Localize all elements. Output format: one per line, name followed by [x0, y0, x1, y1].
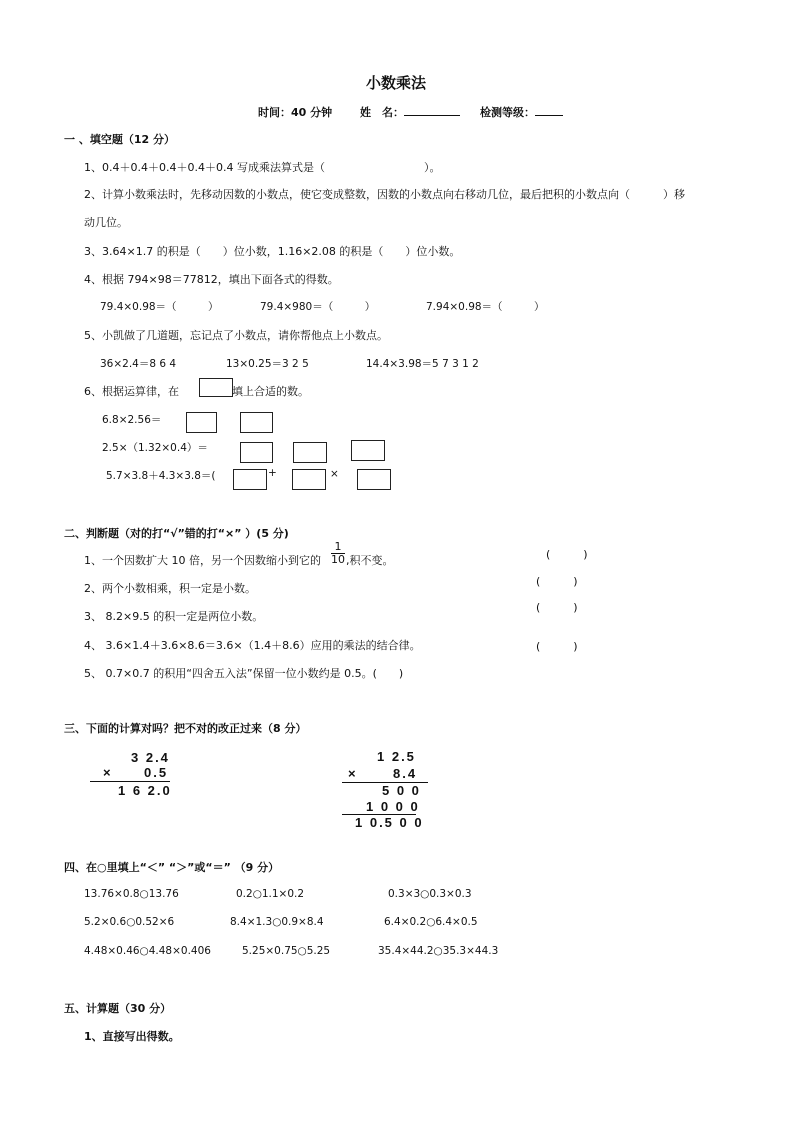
s1-q2-line1: 2、计算小数乘法时，先移动因数的小数点，使它变成整数，因数的小数点向右移动几位，最后把积的小数点向（ ）移 — [84, 188, 685, 201]
s1-q4-c: 7.94×0.98＝（ ） — [426, 301, 545, 313]
s2-answer-paren-4[interactable]: ( ) — [536, 640, 578, 653]
answer-box[interactable] — [293, 442, 327, 463]
s5-q1: 1、直接写出得数。 — [84, 1030, 180, 1043]
s1-q3: 3、3.64×1.7 的积是（ ）位小数，1.16×2.08 的积是（ ）位小数。 — [84, 245, 461, 258]
compare-item: 0.2○1.1×0.2 — [236, 888, 305, 900]
times-sign: × — [330, 468, 339, 480]
compare-item: 35.4×44.2○35.3×44.3 — [378, 945, 499, 957]
grade-label — [480, 104, 563, 120]
calc-b-row-1: 5 0 0 — [382, 783, 421, 798]
answer-box[interactable] — [351, 440, 385, 461]
time-label: 时间：40 分钟 — [258, 106, 333, 119]
calc-a-line — [90, 781, 170, 782]
s1-q6-post: 填上合适的数。 — [232, 385, 309, 398]
grade-label-text: 检测等级： — [480, 106, 535, 119]
s2-q2: 2、两个小数相乘，积一定是小数。 — [84, 582, 256, 595]
compare-item: 0.3×3○0.3×0.3 — [388, 888, 472, 900]
s1-q4-b: 79.4×980＝（ ） — [260, 301, 376, 313]
calc-a-mult-sign: × — [103, 765, 113, 780]
name-label — [360, 104, 460, 120]
s1-q5-a: 36×2.4＝8 6 4 — [100, 358, 177, 370]
fraction-denominator: 10 — [331, 553, 345, 566]
s2-q1-pre: 1、一个因数扩大 10 倍，另一个因数缩小到它的 — [84, 554, 321, 567]
plus-sign: + — [268, 467, 277, 479]
fraction-numerator: 1 — [331, 541, 345, 554]
compare-item: 5.2×0.6○0.52×6 — [84, 916, 175, 928]
answer-box[interactable] — [186, 412, 217, 433]
calc-a-mult: 0.5 — [144, 765, 169, 780]
compare-item: 5.25×0.75○5.25 — [242, 945, 331, 957]
answer-box[interactable] — [240, 442, 273, 463]
s1-q6-sample-box — [199, 378, 233, 397]
s1-q5-c: 14.4×3.98＝5 7 3 1 2 — [366, 358, 479, 370]
s2-q4: 4、 3.6×1.4＋3.6×8.6＝3.6×（1.4＋8.6）应用的乘法的结合律。 — [84, 639, 421, 652]
s1-q6-c: 5.7×3.8＋4.3×3.8＝( — [106, 470, 216, 482]
section-4-title: 四、在○里填上“＜” “＞”或“＝” （9 分） — [64, 861, 280, 874]
s1-q1: 1、0.4＋0.4＋0.4＋0.4＋0.4 写成乘法算式是（ ）。 — [84, 161, 441, 174]
compare-item: 8.4×1.3○0.9×8.4 — [230, 916, 324, 928]
s1-q4: 4、根据 794×98＝77812，填出下面各式的得数。 — [84, 273, 339, 286]
s1-q4-a: 79.4×0.98＝（ ） — [100, 301, 219, 313]
s1-q5: 5、小凯做了几道题，忘记点了小数点，请你帮他点上小数点。 — [84, 329, 388, 342]
answer-box[interactable] — [233, 469, 267, 490]
compare-item: 6.4×0.2○6.4×0.5 — [384, 916, 478, 928]
calc-a-top: 3 2.4 — [131, 750, 170, 765]
fraction-one-tenth — [331, 541, 345, 566]
s1-q6-pre: 6、根据运算律，在 — [84, 385, 179, 398]
section-3-title: 三、下面的计算对吗？把不对的改正过来（8 分） — [64, 722, 307, 735]
calc-b-mult-sign: × — [348, 766, 358, 781]
s1-q5-b: 13×0.25＝3 2 5 — [226, 358, 309, 370]
section-5-title: 五、计算题（30 分） — [64, 1002, 172, 1015]
section-2-title: 二、判断题（对的打“√”错的打“×” ）(5 分) — [64, 527, 289, 540]
compare-item: 13.76×0.8○13.76 — [84, 888, 179, 900]
answer-box[interactable] — [240, 412, 273, 433]
calc-b-result: 1 0.5 0 0 — [355, 815, 424, 830]
name-blank[interactable] — [404, 105, 460, 116]
calc-b-row-2: 1 0 0 0 — [366, 799, 420, 814]
compare-item: 4.48×0.46○4.48×0.406 — [84, 945, 211, 957]
calc-b-mult: 8.4 — [393, 766, 418, 781]
s1-q2-line2: 动几位。 — [84, 216, 128, 229]
page-title: 小数乘法 — [366, 74, 427, 92]
grade-blank[interactable] — [535, 105, 563, 116]
s2-answer-paren-2[interactable]: ( ) — [536, 575, 578, 588]
section-1-title: 一 、填空题（12 分） — [64, 133, 175, 146]
calc-a-result: 1 6 2.0 — [118, 783, 172, 798]
s2-q1-post: ,积不变。 — [346, 554, 394, 567]
s2-q1 — [84, 552, 321, 568]
answer-box[interactable] — [357, 469, 391, 490]
calc-b-top: 1 2.5 — [377, 749, 416, 764]
s1-q6-a: 6.8×2.56＝ — [102, 414, 162, 426]
answer-box[interactable] — [292, 469, 326, 490]
s2-q3: 3、 8.2×9.5 的积一定是两位小数。 — [84, 610, 264, 623]
s2-answer-paren-1[interactable]: ( ) — [546, 548, 588, 561]
name-label-text: 姓 名： — [360, 106, 404, 119]
s2-answer-paren-3[interactable]: ( ) — [536, 601, 578, 614]
s2-q5: 5、 0.7×0.7 的积用“四舍五入法”保留一位小数约是 0.5。( ) — [84, 667, 404, 680]
s1-q6-b: 2.5×（1.32×0.4）＝ — [102, 442, 208, 454]
